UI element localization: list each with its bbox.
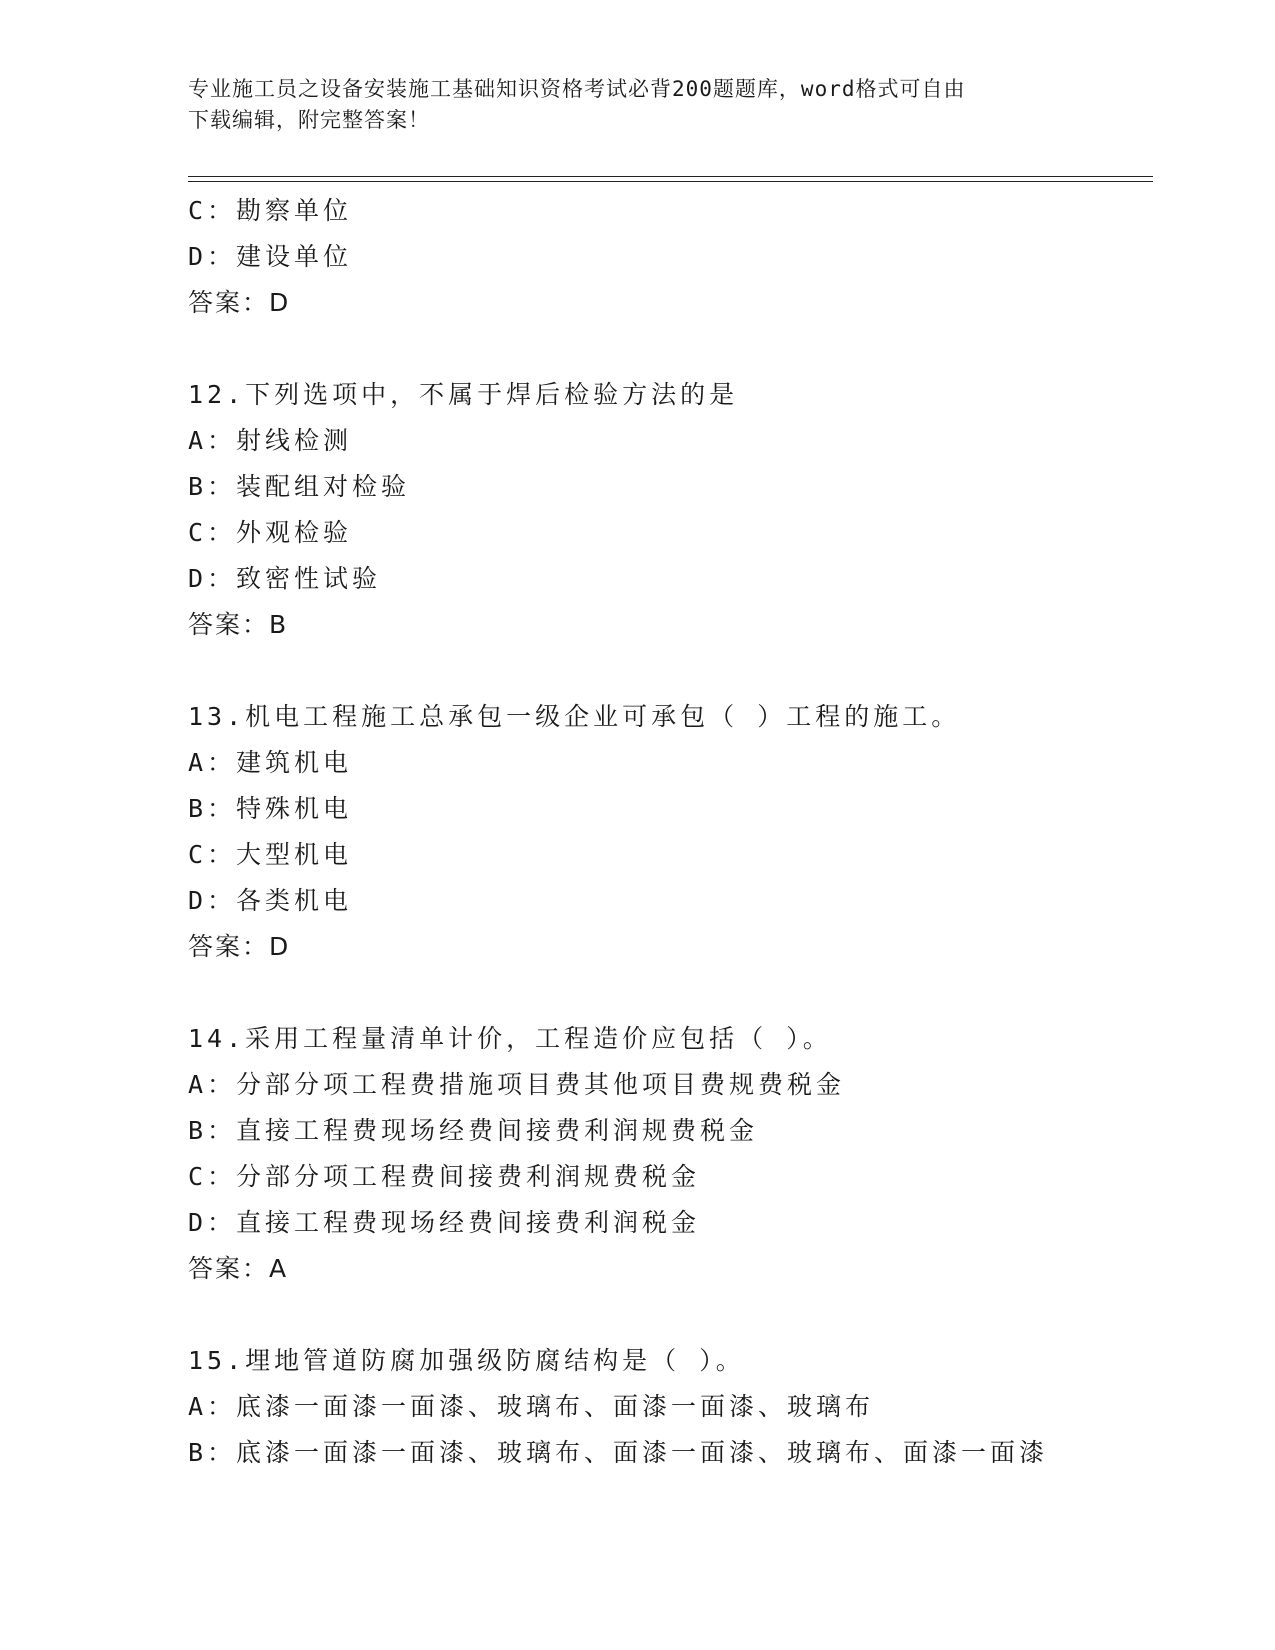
question-text: 12.下列选项中，不属于焊后检验方法的是	[188, 380, 739, 409]
question-14-block	[188, 1016, 1148, 1292]
option-a: A：射线检测	[188, 426, 353, 455]
option-b: B：底漆一面漆一面漆、玻璃布、面漆一面漆、玻璃布、面漆一面漆	[188, 1438, 1049, 1467]
question-15-block	[188, 1338, 1148, 1476]
answer-line: 答案：D	[188, 288, 291, 317]
option-d: D：直接工程费现场经费间接费利润税金	[188, 1208, 701, 1237]
option-b: B：装配组对检验	[188, 472, 411, 501]
question-text: 13.机电工程施工总承包一级企业可承包（ ）工程的施工。	[188, 702, 961, 731]
option-a: A：建筑机电	[188, 748, 353, 777]
answer-line: 答案：B	[188, 610, 289, 639]
option-d: D：致密性试验	[188, 564, 382, 593]
header-line-1: 专业施工员之设备安装施工基础知识资格考试必背200题题库，word格式可自由	[188, 77, 966, 101]
option-a: A：分部分项工程费措施项目费其他项目费规费税金	[188, 1070, 846, 1099]
question-text: 15.埋地管道防腐加强级防腐结构是（ ）。	[188, 1346, 745, 1375]
header-line-2: 下载编辑，附完整答案！	[188, 108, 430, 132]
document-header	[188, 74, 1068, 136]
question-11-block	[188, 188, 1148, 326]
option-b: B：直接工程费现场经费间接费利润规费税金	[188, 1116, 759, 1145]
option-d: D：各类机电	[188, 886, 353, 915]
header-divider-bottom	[188, 181, 1153, 182]
option-c: C：大型机电	[188, 840, 353, 869]
option-a: A：底漆一面漆一面漆、玻璃布、面漆一面漆、玻璃布	[188, 1392, 875, 1421]
question-12-block	[188, 372, 1148, 648]
question-text: 14.采用工程量清单计价，工程造价应包括（ ）。	[188, 1024, 832, 1053]
option-c: C：勘察单位	[188, 196, 353, 225]
header-divider-top	[188, 176, 1153, 177]
question-13-block	[188, 694, 1148, 970]
option-c: C：分部分项工程费间接费利润规费税金	[188, 1162, 701, 1191]
answer-line: 答案：D	[188, 932, 291, 961]
answer-line: 答案：A	[188, 1254, 289, 1283]
option-b: B：特殊机电	[188, 794, 353, 823]
option-c: C：外观检验	[188, 518, 353, 547]
option-d: D：建设单位	[188, 242, 353, 271]
question-list	[188, 188, 1148, 1522]
